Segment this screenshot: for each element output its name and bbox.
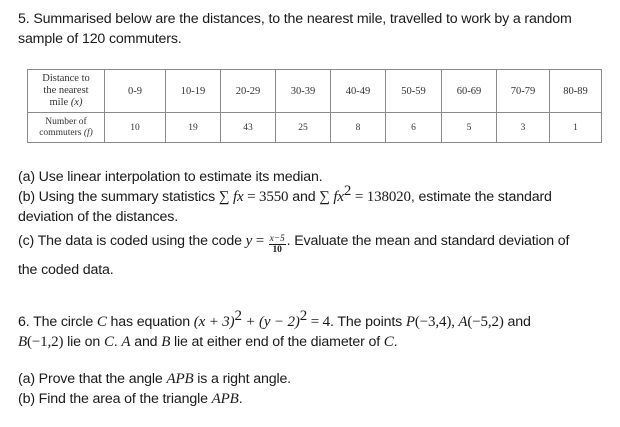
table-cell-class: 80-89 <box>550 70 602 113</box>
table-row-distance <box>28 70 602 113</box>
q5-part-b: (b) Using the summary statistics ∑ fx = 3550 and ∑ $fx^2 = 138020$, estimate the standard <box>18 183 552 205</box>
table-cell-frequency: 3 <box>497 113 550 143</box>
q5-part-a: (a) Use linear interpolation to estimate its median. <box>18 169 323 185</box>
q5-intro <box>18 9 572 49</box>
table-cell-frequency: 19 <box>166 113 221 143</box>
header-text: commuters (f) <box>39 127 93 138</box>
header-text: Number of <box>45 116 87 127</box>
coding-fraction: $\frac{x-5}{10}$ <box>269 234 285 255</box>
q5-part-c-line1: (c) The data is coded using the code y = $\frac{x-5}{10}$ . Evaluate the mean and standard deviation of <box>18 233 570 255</box>
table-cell-frequency: 10 <box>105 113 166 143</box>
q5-parts-ab <box>18 167 552 227</box>
q6-part-a: (a) Prove that the angle APB is a right angle. <box>18 371 291 387</box>
table-row-frequency <box>28 113 602 143</box>
q6-line1: 6. The circle C has equation $(x + 3)^2 + (y - 2)^2 = 4$. The points P(−3,4), A(−5,2) and <box>18 308 531 330</box>
table-cell-frequency: 43 <box>221 113 276 143</box>
q6-part-b: (b) Find the area of the triangle APB. <box>18 391 243 407</box>
sum-fx2: ∑ fx <box>319 189 344 205</box>
table-cell-frequency: 25 <box>276 113 331 143</box>
table-cell-class: 20-29 <box>221 70 276 113</box>
table-cell-class: 50-59 <box>386 70 442 113</box>
table-cell-class: 10-19 <box>166 70 221 113</box>
q5-intro-line2: sample of 120 commuters. <box>18 31 182 47</box>
table-cell-frequency: 6 <box>386 113 442 143</box>
sum-fx: ∑ fx <box>218 189 244 205</box>
table-cell-class: 30-39 <box>276 70 331 113</box>
q6-parts <box>18 369 291 409</box>
q5-part-b-line2: deviation of the distances. <box>18 209 179 225</box>
header-text: Distance to <box>42 73 90 84</box>
table-cell-class: 40-49 <box>331 70 386 113</box>
q5-part-c <box>18 231 569 280</box>
table-cell-class: 60-69 <box>442 70 497 113</box>
table-cell-frequency: 5 <box>442 113 497 143</box>
q5-intro-line1: 5. Summarised below are the distances, to the nearest mile, travelled to work by a random <box>18 11 572 27</box>
header-text: mile (x) <box>49 97 83 108</box>
row-header-commuters <box>28 113 105 143</box>
q5-part-c-line2: the coded data. <box>18 262 114 278</box>
q6-line2: B(−1,2) lie on C. A and B lie at either end of the diameter of C. <box>18 334 398 350</box>
header-text: the nearest <box>43 85 89 96</box>
row-header-distance <box>28 70 105 113</box>
frequency-table <box>27 69 602 143</box>
q6-intro <box>18 308 531 352</box>
table-cell-frequency: 1 <box>550 113 602 143</box>
table-cell-class: 70-79 <box>497 70 550 113</box>
table-cell-class: 0-9 <box>105 70 166 113</box>
table-cell-frequency: 8 <box>331 113 386 143</box>
